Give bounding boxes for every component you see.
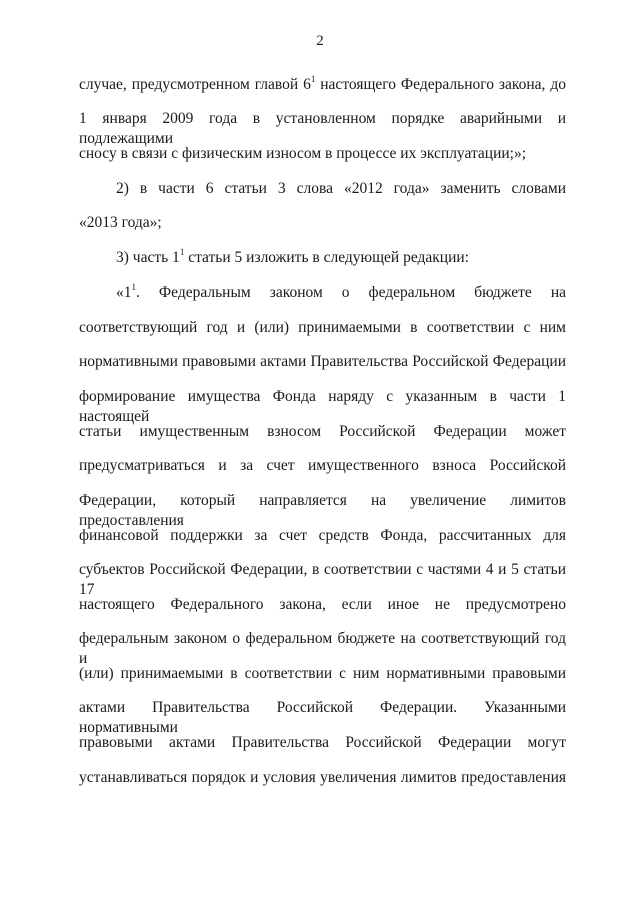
text-line: Федерации, который направляется на увеличение лимитов предоставления (79, 492, 566, 529)
text-line: нормативными правовыми актами Правительства Российской Федерации (79, 353, 566, 370)
text-line: правовыми актами Правительства Российской Федерации могут (79, 734, 566, 751)
text-line: (или) принимаемыми в соответствии с ним нормативными правовыми (79, 665, 566, 682)
text-line: настоящего Федерального закона, если иное не предусмотрено (79, 596, 566, 613)
text-line: устанавливаться порядок и условия увеличения лимитов предоставления (79, 769, 566, 786)
text-line: 3) часть $1^1$ статьи 5 изложить в следующей редакции: (116, 246, 469, 266)
text-line: формирование имущества Фонда наряду с указанным в части 1 настоящей (79, 388, 566, 425)
text-line: федеральным законом о федеральном бюджете на соответствующий год и (79, 630, 566, 667)
text-line: «2013 года»; (79, 214, 162, 231)
text-line: финансовой поддержки за счет средств Фонда, рассчитанных для (79, 527, 566, 544)
text-line: соответствующий год и (или) принимаемыми в соответствии с ним (79, 319, 566, 336)
text-line: актами Правительства Российской Федерации. Указанными нормативными (79, 699, 566, 736)
text-line: предусматриваться и за счет имущественного взноса Российской (79, 457, 566, 474)
text-line: 1 января 2009 года в установленном порядке аварийными и подлежащими (79, 110, 566, 147)
text-line: субъектов Российской Федерации, в соответствии с частями 4 и 5 статьи 17 (79, 561, 566, 598)
text-line: сносу в связи с физическим износом в процессе их эксплуатации;»; (79, 145, 527, 162)
text-line: статьи имущественным взносом Российской Федерации может (79, 423, 566, 440)
text-line: 2) в части 6 статьи 3 слова «2012 года» заменить словами (116, 180, 566, 197)
page-number: 2 (316, 33, 324, 49)
text-line: «$1^1$. Федеральным законом о федеральном бюджете на (116, 281, 566, 301)
text-line: случае, предусмотренном главой $6^1$ настоящего Федерального закона, до (79, 73, 566, 93)
